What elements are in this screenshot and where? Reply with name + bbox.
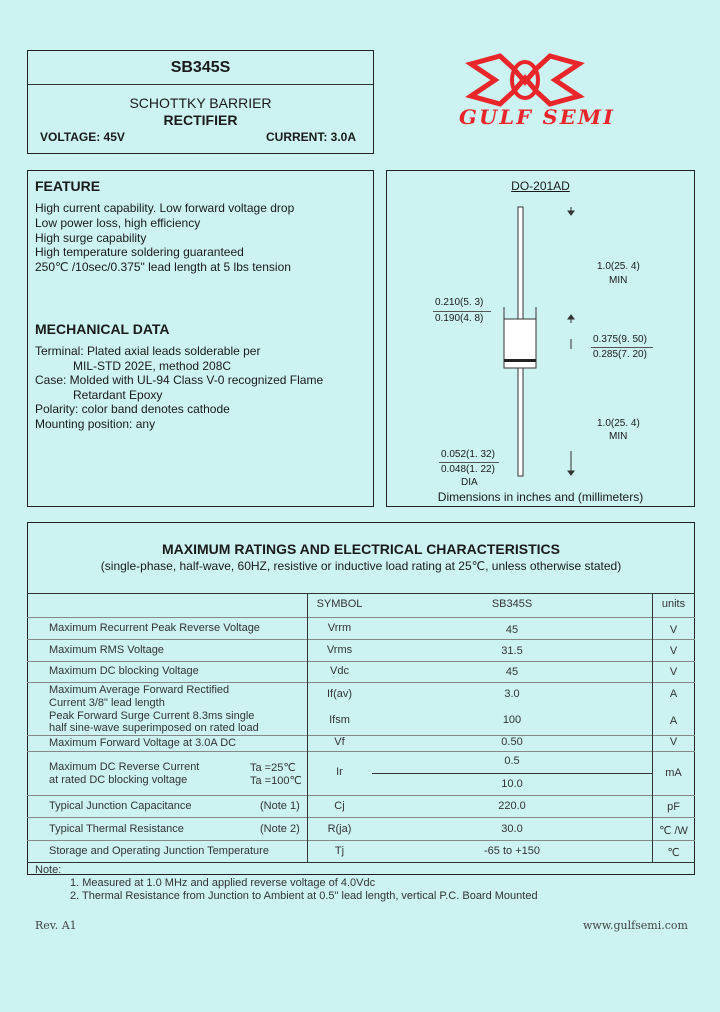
unit-cell: A bbox=[669, 688, 678, 700]
gulf-semi-logo bbox=[455, 50, 620, 130]
value-cell: 31.5 bbox=[501, 645, 523, 657]
unit-cell: V bbox=[669, 736, 678, 748]
note-item: 2. Thermal Resistance from Junction to Ambient at 0.5" lead length, vertical P.C. Board Mounted bbox=[70, 890, 538, 902]
value-cell: 3.0 bbox=[504, 688, 520, 700]
param-cell: Peak Forward Surge Current 8.3ms single bbox=[49, 710, 255, 722]
unit-cell: mA bbox=[665, 767, 682, 779]
lead-dia-max: 0.052(1. 32) bbox=[441, 449, 495, 460]
note-ref: (Note 2) bbox=[260, 823, 300, 835]
ratings-subtitle: (single-phase, half-wave, 60HZ, resistive or inductive load rating at 25℃, unless otherwise stated) bbox=[100, 559, 622, 573]
voltage-rating: VOLTAGE: 45V bbox=[40, 130, 125, 144]
lead-dia-label: DIA bbox=[461, 477, 478, 488]
top-lead bbox=[518, 207, 523, 320]
mechanical-line: Case: Molded with UL-94 Class V-0 recognized Flame bbox=[35, 373, 324, 387]
note-ref: (Note 1) bbox=[260, 800, 300, 812]
mechanical-heading: MECHANICAL DATA bbox=[35, 321, 170, 337]
symbol-cell: R(ja) bbox=[327, 823, 352, 835]
symbol-cell: Vrms bbox=[326, 644, 353, 656]
header-box bbox=[27, 50, 374, 154]
value-cell: 45 bbox=[505, 666, 519, 678]
feature-item: 250℃ /10sec/0.375" lead length at 5 lbs tension bbox=[35, 260, 291, 274]
value-cell: 30.0 bbox=[501, 823, 523, 835]
symbol-cell: Vdc bbox=[330, 665, 349, 677]
symbol-cell: If(av) bbox=[326, 688, 353, 700]
value-cell: 100 bbox=[502, 714, 522, 726]
feature-heading: FEATURE bbox=[35, 178, 101, 194]
param-cell: Maximum RMS Voltage bbox=[49, 644, 164, 656]
ratings-title: MAXIMUM RATINGS AND ELECTRICAL CHARACTERISTICS bbox=[162, 541, 560, 557]
revision-label: Rev. A1 bbox=[35, 919, 77, 932]
param-cell: Typical Thermal Resistance bbox=[49, 823, 184, 835]
title-line-1: SCHOTTKY BARRIER bbox=[129, 95, 272, 111]
body-dia-min: 0.190(4. 8) bbox=[435, 313, 484, 324]
unit-cell: V bbox=[669, 666, 678, 678]
package-drawing-box bbox=[386, 170, 695, 507]
body-len-max: 0.375(9. 50) bbox=[593, 334, 647, 345]
value-cell: 45 bbox=[505, 624, 519, 636]
param-cell-line2: Current 3/8" lead length bbox=[49, 697, 165, 709]
feature-item: High current capability. Low forward voltage drop bbox=[35, 201, 295, 215]
part-number: SB345S bbox=[170, 59, 231, 76]
unit-cell: A bbox=[669, 715, 678, 727]
body-dia-max: 0.210(5. 3) bbox=[435, 297, 484, 308]
feature-item: High surge capability bbox=[35, 231, 147, 245]
title-line-2: RECTIFIER bbox=[163, 112, 238, 128]
param-cell: Maximum Forward Voltage at 3.0A DC bbox=[49, 737, 237, 749]
param-cell-line2: at rated DC blocking voltage bbox=[49, 774, 188, 786]
header-part: SB345S bbox=[491, 598, 533, 610]
logo-emblem-icon bbox=[455, 50, 620, 130]
mechanical-line: Mounting position: any bbox=[35, 417, 156, 431]
package-outline-drawing bbox=[387, 171, 694, 506]
value-cell: -65 to +150 bbox=[484, 845, 540, 857]
brand-name: GULF SEMI bbox=[459, 105, 615, 129]
condition-cell: Ta =100℃ bbox=[250, 775, 302, 787]
notes-label: Note: bbox=[35, 864, 62, 876]
unit-cell: V bbox=[669, 624, 678, 636]
lead-top-min: MIN bbox=[609, 275, 628, 286]
cathode-band bbox=[504, 359, 536, 362]
header-units: units bbox=[661, 598, 686, 610]
dimensions-caption: Dimensions in inches and (millimeters) bbox=[437, 490, 644, 504]
unit-cell: V bbox=[669, 645, 678, 657]
feature-item: Low power loss, high efficiency bbox=[35, 216, 201, 230]
value-cell: 10.0 bbox=[501, 778, 523, 790]
symbol-cell: Ir bbox=[336, 766, 343, 778]
lead-top-length: 1.0(25. 4) bbox=[597, 261, 640, 272]
symbol-cell: Tj bbox=[334, 845, 345, 857]
current-rating: CURRENT: 3.0A bbox=[266, 130, 357, 144]
param-cell-line2: half sine-wave superimposed on rated load bbox=[49, 722, 259, 734]
param-cell: Maximum Average Forward Rectified bbox=[49, 684, 230, 696]
unit-cell: pF bbox=[667, 801, 680, 813]
symbol-cell: Ifsm bbox=[329, 714, 350, 726]
bottom-lead bbox=[518, 368, 523, 476]
note-item: 1. Measured at 1.0 MHz and applied reverse voltage of 4.0Vdc bbox=[70, 877, 376, 889]
symbol-cell: Cj bbox=[334, 800, 345, 812]
lead-dia-min: 0.048(1. 22) bbox=[441, 464, 495, 475]
param-cell: Typical Junction Capacitance bbox=[49, 800, 192, 812]
lead-bottom-min: MIN bbox=[609, 431, 628, 442]
lead-bottom-length: 1.0(25. 4) bbox=[597, 418, 640, 429]
param-cell: Maximum DC blocking Voltage bbox=[49, 665, 199, 677]
unit-cell: ℃ /W bbox=[659, 825, 688, 837]
feature-item: High temperature soldering guaranteed bbox=[35, 245, 244, 259]
header-symbol: SYMBOL bbox=[316, 598, 363, 610]
value-cell: 0.50 bbox=[501, 736, 523, 748]
value-cell: 220.0 bbox=[498, 800, 526, 812]
symbol-cell: Vrrm bbox=[327, 622, 352, 634]
param-cell: Storage and Operating Junction Temperature bbox=[49, 845, 269, 857]
website-link[interactable]: www.gulfsemi.com bbox=[583, 919, 688, 932]
mechanical-line: Retardant Epoxy bbox=[73, 388, 163, 402]
condition-cell: Ta =25℃ bbox=[250, 762, 296, 774]
param-cell: Maximum DC Reverse Current bbox=[49, 761, 200, 773]
param-cell: Maximum Recurrent Peak Reverse Voltage bbox=[49, 622, 260, 634]
body-len-min: 0.285(7. 20) bbox=[593, 349, 647, 360]
value-cell: 0.5 bbox=[504, 755, 520, 767]
package-name: DO-201AD bbox=[511, 179, 570, 193]
mechanical-line: Polarity: color band denotes cathode bbox=[35, 402, 230, 416]
unit-cell: ℃ bbox=[667, 847, 680, 859]
mechanical-line: Terminal: Plated axial leads solderable per bbox=[35, 344, 261, 358]
symbol-cell: Vf bbox=[334, 736, 345, 748]
feature-box bbox=[27, 170, 374, 507]
mechanical-line: MIL-STD 202E, method 208C bbox=[73, 359, 232, 373]
